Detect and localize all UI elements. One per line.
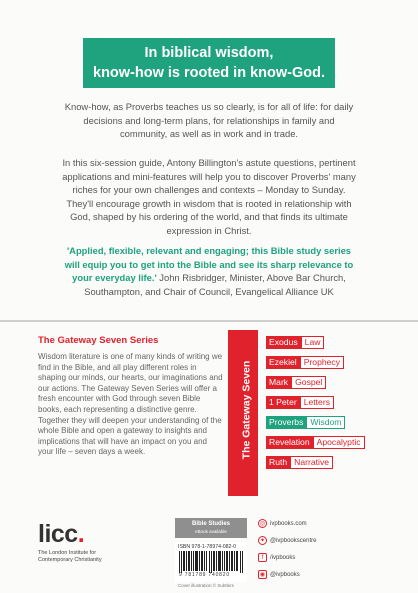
social-links [258,518,316,586]
social-website[interactable] [258,518,316,529]
book-genre: Gospel [291,376,326,389]
series-title: The Gateway Seven Series [38,335,159,346]
cover-credit: Cover illustration © Subtlers [178,583,234,588]
logo-dot: . [77,520,85,548]
bible-studies-label: Bible Studies [191,521,230,527]
headline-banner [83,38,335,88]
social-website-text: ivpbooks.com [270,520,307,527]
section-divider [0,320,418,322]
endorsement-quote [60,244,358,298]
twitter-icon: ✦ [259,537,266,544]
book-item-exodus [266,336,365,349]
barcode-number: 9 781789 740820 [179,572,230,578]
book-genre: Law [301,336,325,349]
logo-subtitle: The London Institute for Contemporary Christianity [38,550,102,563]
book-item-1-peter [266,396,365,409]
book-name: Ruth [266,456,290,469]
barcode-icon [179,551,243,573]
book-genre: Wisdom [306,416,345,429]
social-instagram-text: @ivpbooks [270,571,300,578]
quote-text: 'Applied, flexible, relevant and engaging; this Bible study series will equip you to get into the Bible and see its sharp relevance to your everyday life.' [64,245,354,284]
intro-paragraph: Know-how, as Proverbs teaches us so clearly, is for all of life: for daily decisions and long-term plans, for relationships in family and community, as well as in work and in trade. [64,101,354,140]
book-name: 1 Peter [266,396,300,409]
book-name: Exodus [266,336,301,349]
book-item-proverbs [266,416,365,429]
quote-attribution: John Risbridger, Minister, Above Bar Church, Southampton, and Chair of Council, Evangelical Alliance UK [84,272,346,297]
logo-letters: licc [38,520,78,548]
description-paragraph: In this six-session guide, Antony Billington's astute questions, pertinent applications and mini-features will help you to discover Proverbs' many riches for your own challenges and contexts – Monday to Sunday. They'll encourage growth in wisdom that is rooted in relationship with God, shaped by his ordering of the world, and that finds its ultimate expression in Christ. [62,157,356,236]
gateway-seven-label: The Gateway Seven [240,360,253,460]
social-facebook-text: /ivpbooks [270,554,296,561]
book-genre: Narrative [290,456,333,469]
facebook-icon: f [258,553,267,562]
globe-icon: ◎ [259,520,266,527]
isbn-label: ISBN 978-1-78974-082-0 [178,544,236,550]
book-item-ezekiel [266,356,365,369]
ebook-available-label: eBook available [195,529,227,534]
book-genre: Letters [300,396,334,409]
book-item-ruth [266,456,365,469]
social-facebook[interactable] [258,552,316,563]
social-twitter-text: @ivpbookscentre [270,537,317,544]
series-description: Wisdom literature is one of many kinds of writing we find in the Bible, and all play different roles in shaping our minds, our hearts, our imaginations and our actions. The Gateway Seven Series will offer a fresh encounter with God through seven Bible books, each representing a distinctive genre. Together they will deepen your understanding of the whole Bible and open a gateway to insights and implications that will have an impact on you and your life – seven days a week. [38,352,223,457]
book-list [266,336,365,476]
logo-wordmark [38,522,118,547]
social-instagram[interactable] [258,569,316,580]
licc-logo [38,522,118,563]
book-item-mark [266,376,365,389]
headline-line-2: know-how is rooted in know-God. [93,65,325,81]
book-name: Ezekiel [266,356,300,369]
book-name: Proverbs [266,416,306,429]
social-twitter[interactable] [258,535,316,546]
bible-studies-badge [175,518,247,538]
book-name: Mark [266,376,291,389]
book-name: Revelation [266,436,313,449]
book-genre: Prophecy [300,356,344,369]
isbn-block [175,542,247,582]
instagram-icon: ◉ [259,571,266,578]
book-genre: Apocalyptic [313,436,365,449]
book-item-revelation [266,436,365,449]
headline-line-1: In biblical wisdom, [144,45,274,61]
